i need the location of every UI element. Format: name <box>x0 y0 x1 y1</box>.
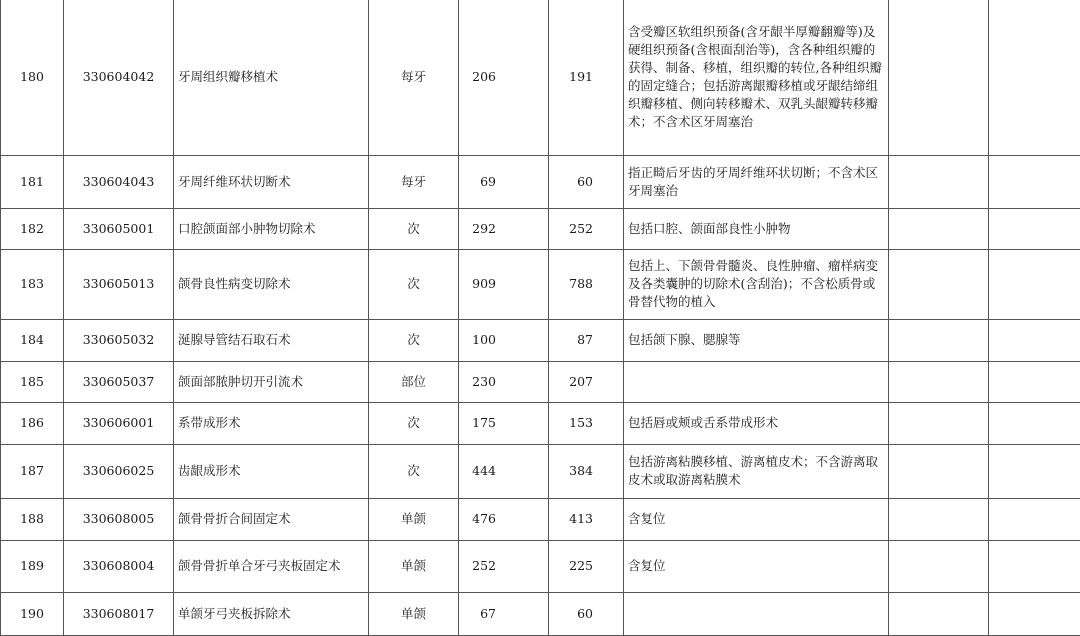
empty-cell <box>989 319 1080 361</box>
table-row <box>1 0 1080 155</box>
empty-cell <box>889 155 989 208</box>
price-2: 384 <box>549 444 624 498</box>
row-number: 188 <box>1 498 64 540</box>
price-2: 87 <box>549 319 624 361</box>
item-description: 包括上、下颌骨骨髓炎、良性肿瘤、瘤样病变及各类囊肿的切除术(含刮治)；不含松质骨或骨替代物的植入 <box>624 249 889 319</box>
row-number: 190 <box>1 592 64 635</box>
item-unit: 单颌 <box>369 592 459 635</box>
table-row <box>1 498 1080 540</box>
item-unit: 次 <box>369 208 459 249</box>
price-2: 225 <box>549 540 624 592</box>
empty-cell <box>989 361 1080 402</box>
empty-cell <box>989 444 1080 498</box>
row-number: 180 <box>1 0 64 155</box>
empty-cell <box>889 498 989 540</box>
row-number: 189 <box>1 540 64 592</box>
row-number: 186 <box>1 402 64 444</box>
item-unit: 次 <box>369 444 459 498</box>
item-name: 单颌牙弓夹板拆除术 <box>174 592 369 635</box>
item-unit: 单颌 <box>369 540 459 592</box>
price-1: 206 <box>459 0 549 155</box>
price-2: 207 <box>549 361 624 402</box>
price-1: 909 <box>459 249 549 319</box>
item-code: 330604042 <box>64 0 174 155</box>
item-unit: 次 <box>369 319 459 361</box>
empty-cell <box>889 592 989 635</box>
row-number: 183 <box>1 249 64 319</box>
row-number: 182 <box>1 208 64 249</box>
item-description: 包括游离粘膜移植、游离植皮术；不含游离取皮术或取游离粘膜术 <box>624 444 889 498</box>
empty-cell <box>989 155 1080 208</box>
item-name: 齿龈成形术 <box>174 444 369 498</box>
empty-cell <box>889 444 989 498</box>
empty-cell <box>889 402 989 444</box>
price-2: 191 <box>549 0 624 155</box>
item-description: 含复位 <box>624 498 889 540</box>
empty-cell <box>989 402 1080 444</box>
item-unit: 部位 <box>369 361 459 402</box>
price-2: 413 <box>549 498 624 540</box>
item-description: 包括颌下腺、腮腺等 <box>624 319 889 361</box>
price-1: 69 <box>459 155 549 208</box>
empty-cell <box>889 0 989 155</box>
item-description: 包括唇或颊或舌系带成形术 <box>624 402 889 444</box>
price-1: 252 <box>459 540 549 592</box>
table-row <box>1 540 1080 592</box>
item-name: 颌骨骨折合间固定术 <box>174 498 369 540</box>
price-2: 252 <box>549 208 624 249</box>
item-name: 系带成形术 <box>174 402 369 444</box>
item-code: 330604043 <box>64 155 174 208</box>
price-2: 788 <box>549 249 624 319</box>
table-row <box>1 361 1080 402</box>
item-unit: 每牙 <box>369 155 459 208</box>
table-row <box>1 249 1080 319</box>
item-code: 330605037 <box>64 361 174 402</box>
empty-cell <box>889 249 989 319</box>
item-description: 指正畸后牙齿的牙周纤维环状切断；不含术区牙周塞治 <box>624 155 889 208</box>
empty-cell <box>989 592 1080 635</box>
item-name: 颌骨良性病变切除术 <box>174 249 369 319</box>
item-name: 牙周组织瓣移植术 <box>174 0 369 155</box>
table-row <box>1 592 1080 635</box>
item-name: 口腔颌面部小肿物切除术 <box>174 208 369 249</box>
item-code: 330605032 <box>64 319 174 361</box>
item-unit: 次 <box>369 249 459 319</box>
item-description: 含复位 <box>624 540 889 592</box>
empty-cell <box>989 208 1080 249</box>
table-row <box>1 319 1080 361</box>
item-code: 330608005 <box>64 498 174 540</box>
price-1: 476 <box>459 498 549 540</box>
item-unit: 次 <box>369 402 459 444</box>
row-number: 185 <box>1 361 64 402</box>
price-2: 60 <box>549 155 624 208</box>
empty-cell <box>889 208 989 249</box>
empty-cell <box>989 498 1080 540</box>
empty-cell <box>989 0 1080 155</box>
item-unit: 每牙 <box>369 0 459 155</box>
empty-cell <box>989 249 1080 319</box>
empty-cell <box>889 361 989 402</box>
price-1: 175 <box>459 402 549 444</box>
item-description <box>624 361 889 402</box>
item-name: 涎腺导管结石取石术 <box>174 319 369 361</box>
row-number: 187 <box>1 444 64 498</box>
item-name: 颌骨骨折单合牙弓夹板固定术 <box>174 540 369 592</box>
item-code: 330606025 <box>64 444 174 498</box>
item-code: 330605001 <box>64 208 174 249</box>
price-1: 67 <box>459 592 549 635</box>
empty-cell <box>889 540 989 592</box>
item-unit: 单颌 <box>369 498 459 540</box>
item-code: 330608004 <box>64 540 174 592</box>
price-1: 444 <box>459 444 549 498</box>
item-code: 330606001 <box>64 402 174 444</box>
price-1: 230 <box>459 361 549 402</box>
price-1: 100 <box>459 319 549 361</box>
item-description: 含受瓣区软组织预备(含牙龈半厚瓣翻瓣等)及硬组织预备(含根面刮治等)，含各种组织瓣的获得、制备、移植，组织瓣的转位,各种组织瓣的固定缝合；包括游离龈瓣移植或牙龈结缔组织瓣移植、侧向转移瓣术、双乳头龈瓣转移瓣术；不含术区牙周塞治 <box>624 0 889 155</box>
item-code: 330605013 <box>64 249 174 319</box>
table-row <box>1 208 1080 249</box>
row-number: 181 <box>1 155 64 208</box>
table-row <box>1 155 1080 208</box>
row-number: 184 <box>1 319 64 361</box>
empty-cell <box>889 319 989 361</box>
price-2: 60 <box>549 592 624 635</box>
item-name: 颌面部脓肿切开引流术 <box>174 361 369 402</box>
item-description <box>624 592 889 635</box>
price-1: 292 <box>459 208 549 249</box>
table-row <box>1 402 1080 444</box>
price-2: 153 <box>549 402 624 444</box>
item-description: 包括口腔、颌面部良性小肿物 <box>624 208 889 249</box>
item-name: 牙周纤维环状切断术 <box>174 155 369 208</box>
item-code: 330608017 <box>64 592 174 635</box>
table-row <box>1 444 1080 498</box>
empty-cell <box>989 540 1080 592</box>
